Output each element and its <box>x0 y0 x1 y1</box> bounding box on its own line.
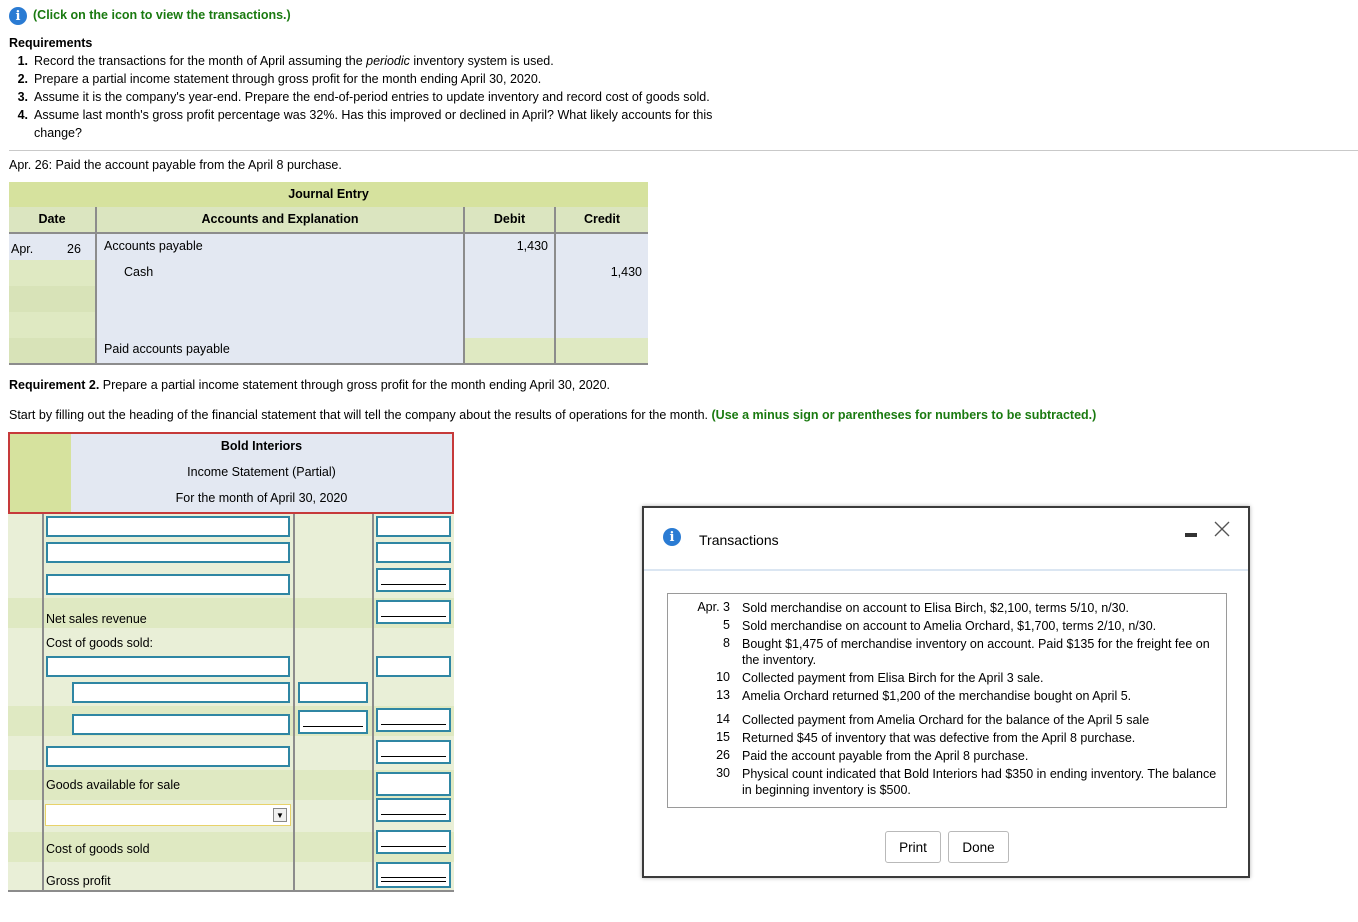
gross-profit-label: Gross profit <box>46 874 111 888</box>
journal-credit-cell: 1,430 <box>556 234 648 338</box>
minimize-icon[interactable] <box>1185 533 1197 537</box>
is-row3-label-input[interactable] <box>46 574 290 595</box>
is-row2-label-input[interactable] <box>46 542 290 563</box>
is-cogs2-amount-input[interactable] <box>298 682 368 703</box>
is-row1-label-input[interactable] <box>46 516 290 537</box>
col-credit: Credit <box>556 207 648 234</box>
requirement-2-heading: Requirement 2. Prepare a partial income statement through gross profit for the month ending April 30, 2020. <box>9 378 611 392</box>
col-date: Date <box>9 207 97 234</box>
is-cogs1-label-input[interactable] <box>46 656 290 677</box>
company-name[interactable]: Bold Interiors <box>220 439 303 453</box>
cogs-label: Cost of goods sold <box>46 842 150 856</box>
is-cogs3-amount-input[interactable] <box>298 710 368 734</box>
is-cogs2-label-input[interactable] <box>72 682 290 703</box>
gross-profit-amount-input[interactable] <box>376 862 451 888</box>
goods-available-label: Goods available for sale <box>46 778 181 792</box>
requirements-list <box>9 52 769 142</box>
dropdown-arrow-icon[interactable]: ▼ <box>273 808 287 822</box>
is-row3-amount-input[interactable] <box>376 568 451 592</box>
goods-available-amount-input[interactable] <box>376 772 451 796</box>
journal-account-credit: Cash <box>124 265 154 279</box>
ending-inventory-amount-input[interactable] <box>376 798 451 822</box>
cogs-header-label: Cost of goods sold: <box>46 636 154 650</box>
is-cogs4-amount-input[interactable] <box>376 740 451 764</box>
requirement-2-instruction: Start by filling out the heading of the financial statement that will tell the company about the results of operations for the month. (Use a minus sign or parentheses for numbers to be subtracted.) <box>9 408 1097 422</box>
requirement-2: 2. Prepare a partial income statement through gross profit for the month ending April 30, 2020. <box>17 72 542 86</box>
is-cogs4-label-input[interactable] <box>46 746 290 767</box>
journal-explanation: Paid accounts payable <box>104 342 230 356</box>
ending-inventory-dropdown[interactable] <box>45 804 291 826</box>
is-cogs3-label-input[interactable] <box>72 714 290 735</box>
journal-prompt: Apr. 26: Paid the account payable from the April 8 purchase. <box>9 158 342 172</box>
cogs-amount-input[interactable] <box>376 830 451 854</box>
journal-debit-cell: 1,430 <box>465 234 554 338</box>
is-row2-amount-input[interactable] <box>376 542 451 563</box>
requirement-4: 4. Assume last month's gross profit percentage was 32%. Has this improved or declined in April? What likely accounts for this <box>17 108 713 122</box>
requirements-title: Requirements <box>9 36 93 50</box>
transactions-dialog <box>642 506 1250 878</box>
close-icon[interactable] <box>1213 520 1231 538</box>
requirement-4-cont: change? <box>34 126 82 140</box>
journal-row-date: Apr. 26 <box>9 234 95 260</box>
income-statement-heading <box>8 432 454 514</box>
requirement-3: 3. Assume it is the company's year-end. Prepare the end-of-period entries to update inventory and record cost of goods sold. <box>17 90 710 104</box>
is-cogs1-amount-input[interactable] <box>376 656 451 677</box>
transactions-list: Apr. 3 Sold merchandise on account to Elisa Birch, $2,100, terms 5/10, n/30. 5 Sold merchandise on account to Amelia Orchard, $1,700, terms 2/10, n/30. 8 Bought $1,475 of merchandise inventory on account. Paid $135 for the freight fee on the inventory. 10 Collected payment from Elisa Birch for the April 3 sale. 13 Amelia Orchard returned $1,200 of the merchandise bought on April 5. 14 Collected payment from Amelia Orchard for the balance of the April 5 sale 15 Returned $45 of inventory that was defective from the April 8 purchase. 26 Paid the account payable from the April 8 purchase. 30 Physical count indicated that Bold Interiors had $350 in ending inventory. The balance in beginning inventory is $500. <box>667 593 1227 808</box>
requirement-1: 1. Record the transactions for the month of April assuming the periodic inventory system is used. <box>17 54 554 68</box>
is-row1-amount-input[interactable] <box>376 516 451 537</box>
income-statement-body <box>8 514 454 894</box>
journal-accounts-cell <box>97 234 465 364</box>
dialog-info-icon: i <box>663 528 681 546</box>
col-debit: Debit <box>465 207 556 234</box>
is-cogs3-outer-amount-input[interactable] <box>376 708 451 732</box>
info-icon[interactable]: i <box>9 7 27 25</box>
net-sales-amount-input[interactable] <box>376 600 451 624</box>
dialog-title: Transactions <box>699 532 779 548</box>
journal-account-debit: Accounts payable <box>104 239 203 253</box>
journal-entry-table <box>9 182 648 364</box>
section-divider <box>9 150 1358 151</box>
statement-period[interactable]: For the month of April 30, 2020 <box>175 491 348 505</box>
journal-title: Journal Entry <box>9 182 648 207</box>
col-accounts: Accounts and Explanation <box>97 207 465 234</box>
print-button[interactable]: Print <box>885 831 941 863</box>
statement-name[interactable]: Income Statement (Partial) <box>187 465 336 479</box>
net-sales-label: Net sales revenue <box>46 612 147 626</box>
view-transactions-link[interactable]: (Click on the icon to view the transactions.) <box>33 8 291 22</box>
done-button[interactable]: Done <box>948 831 1009 863</box>
